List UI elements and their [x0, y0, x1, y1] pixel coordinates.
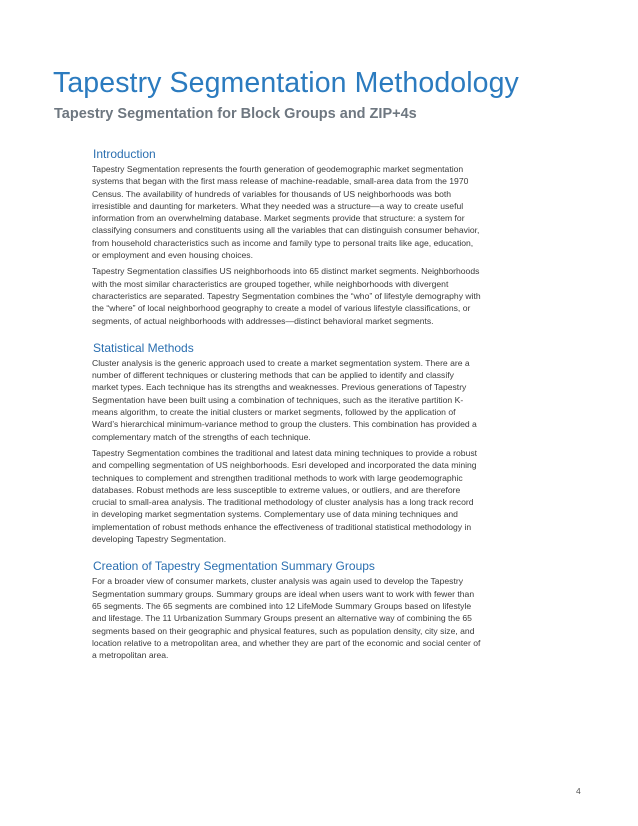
paragraph: Tapestry Segmentation combines the traditional and latest data mining techniques to provide a robust and compelling segmentation of US neighborhoods. Esri developed and incorporated the data mining techniques to complement and strengthen traditional methods to work with large geodemographic databases. Robust methods are less susceptible to extreme values, or outliers, and are therefore crucial to small-area analysis. The traditional methodology of cluster analysis has a long track record in developing market segmentation systems. Complementary use of data mining techniques and implementation of robust methods enhance the effectiveness of traditional statistical methodology in developing Tapestry Segmentation.: [92, 447, 478, 545]
section-summary-groups: [92, 559, 482, 661]
section-introduction: [92, 147, 482, 327]
paragraph: Cluster analysis is the generic approach used to create a market segmentation system. There are a number of different techniques or clustering methods that can be applied to identify and classify market types. Each technique has its strengths and weaknesses. Previous generations of Tapestry Segmentation have been built using a combination of techniques, such as the iterative partition K-means algorithm, to create the initial clusters or market segments, followed by the application of Ward’s hierarchical minimum-variance method to group the clusters. This combination has provided a complementary match of the strengths of each technique.: [92, 357, 477, 442]
paragraph: Tapestry Segmentation represents the fourth generation of geodemographic market segmentation systems that began with the first mass release of machine-readable, small-area data from the 1970 Census. The availability of hundreds of variables for thousands of US neighborhoods was both irresistible and daunting for marketers. What they needed was a structure—a way to create useful information from an overwhelming database. Market segments provide that structure: a system for classifying consumers and constituents using all the variables that can distinguish consumer behavior, from household characteristics such as income and family type to personal traits like age, education, or employment and even housing choices.: [92, 164, 480, 261]
paragraph: For a broader view of consumer markets, cluster analysis was again used to develop the Tapestry Segmentation summary groups. Summary groups are ideal when users want to work with fewer than 65 segments. The 65 segments are combined into 12 LifeMode Summary Groups based on lifestyle and lifestage. The 11 Urbanization Summary Groups present an alternative way of combining the 65 segments based on their geographic and physical features, such as population density, city size, and location relative to a metropolitan area, and whether they are part of the economic and social center of a metropolitan area.: [92, 576, 481, 661]
section-heading: Introduction: [93, 147, 156, 161]
section-statistical-methods: [92, 341, 482, 545]
document-subtitle: Tapestry Segmentation for Block Groups and ZIP+4s: [54, 106, 417, 122]
section-heading: Statistical Methods: [93, 340, 194, 355]
document-title: Tapestry Segmentation Methodology: [53, 67, 519, 99]
page-number: 4: [576, 786, 581, 796]
section-heading: Creation of Tapestry Segmentation Summary Groups: [93, 559, 375, 574]
body-content: [92, 147, 482, 675]
paragraph: Tapestry Segmentation classifies US neighborhoods into 65 distinct market segments. Neighborhoods with the most similar characteristics are grouped together, while neighborhoods with divergent characteristics are separated. Tapestry Segmentation combines the “who” of lifestyle demography with the “where” of local neighborhood geography to create a model of various lifestyle classifications, or segments, of actual neighborhoods with addresses—distinct behavioral market segments.: [92, 266, 481, 326]
